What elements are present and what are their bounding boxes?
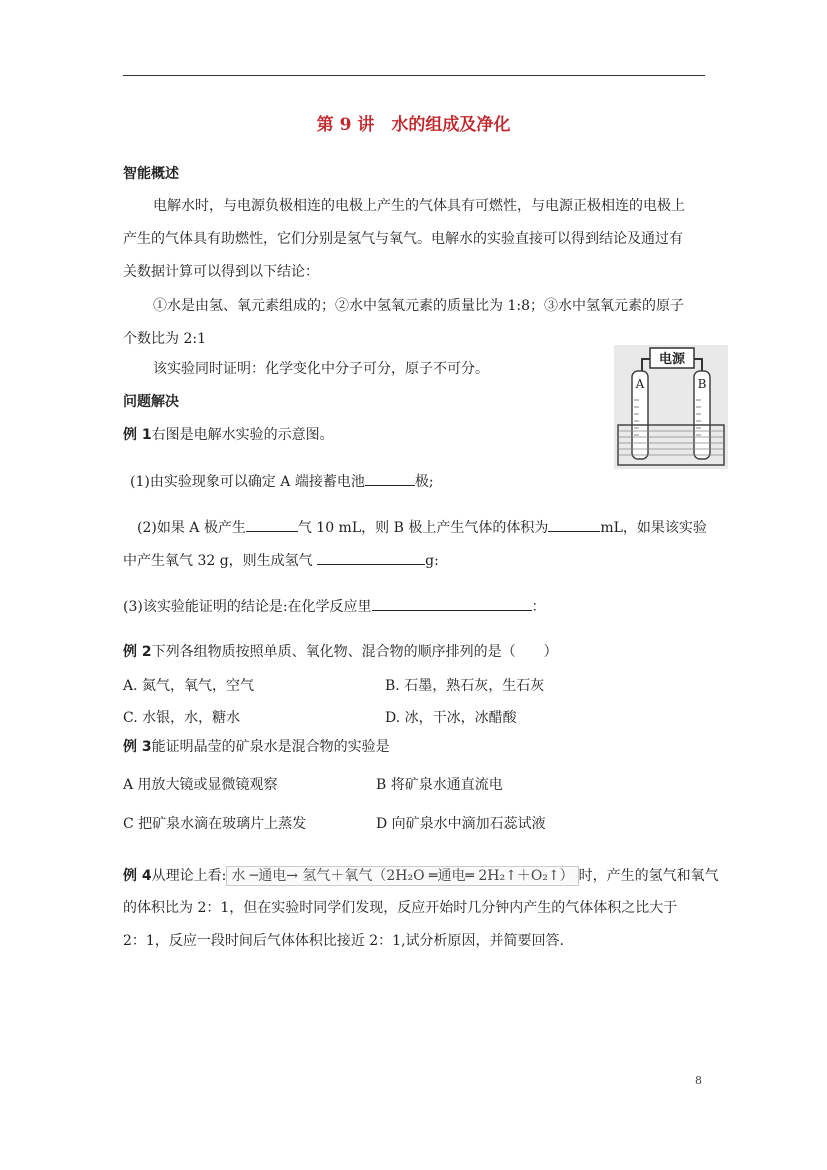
section-heading-problems: 问题解决 bbox=[123, 394, 179, 410]
example-4-line-3: 2：1，反应一段时间后气体体积比接近 2：1,试分析原因，并简要回答. bbox=[123, 933, 564, 949]
q2-blank-3[interactable] bbox=[317, 551, 425, 565]
q3-blank[interactable] bbox=[372, 597, 532, 611]
q3-text-b: ： bbox=[531, 599, 546, 615]
example-1-q1 bbox=[130, 472, 434, 491]
tube-b-label: B bbox=[697, 377, 707, 391]
electrolysis-diagram bbox=[614, 345, 728, 469]
example-3-stem bbox=[123, 738, 390, 756]
power-label: 电源 bbox=[658, 352, 686, 367]
q1-blank[interactable] bbox=[365, 472, 415, 486]
example-2-option-a[interactable]: A. 氮气，氧气，空气 bbox=[123, 678, 255, 694]
example-2-option-c[interactable]: C. 水银，水，糖水 bbox=[123, 710, 241, 726]
example-2-option-b[interactable]: B. 石墨，熟石灰，生石灰 bbox=[385, 678, 545, 694]
overview-line-2: 产生的气体具有助燃性，它们分别是氢气与氧气。电解水的实验直接可以得到结论及通过有 bbox=[123, 231, 683, 247]
example-3-option-a[interactable]: A 用放大镜或显微镜观察 bbox=[123, 777, 278, 793]
example-4-line-2: 的体积比为 2：1，但在实验时同学们发现，反应开始时几分钟内产生的气体体积之比大于 bbox=[123, 900, 678, 916]
q2-text-b: 气 10 mL，则 B 极上产生气体的体积为 bbox=[297, 520, 549, 536]
q2-text-e: g: bbox=[425, 553, 439, 569]
tube-a-label: A bbox=[635, 377, 645, 391]
q2-blank-2[interactable] bbox=[548, 518, 600, 532]
conclusion-line-2: 个数比为 2:1 bbox=[123, 331, 206, 347]
section-heading-overview: 智能概述 bbox=[123, 166, 179, 182]
example-1-q2 bbox=[137, 518, 707, 537]
reaction-equation: 水 ─通电→ 氢气＋氧气（2H₂O ═通电═ 2H₂↑＋O₂↑） bbox=[226, 866, 578, 886]
example-1-label: 例 1 bbox=[123, 427, 152, 443]
example-4-text-b: 时，产生的氢气和氧气 bbox=[578, 868, 719, 884]
example-1-q3 bbox=[123, 597, 546, 616]
example-1-stem bbox=[123, 426, 334, 444]
example-3-option-c[interactable]: C 把矿泉水滴在玻璃片上蒸发 bbox=[123, 816, 307, 832]
example-2-text: 下列各组物质按照单质、氧化物、混合物的顺序排列的是（ ） bbox=[151, 644, 558, 660]
conclusion-line-1: ①水是由氢、氧元素组成的；②水中氢氧元素的质量比为 1:8；③水中氢氧元素的原子 bbox=[153, 298, 684, 314]
example-3-label: 例 3 bbox=[123, 739, 152, 755]
overview-line-1: 电解水时，与电源负极相连的电极上产生的气体具有可燃性，与电源正极相连的电极上 bbox=[153, 198, 685, 214]
example-1-text: 右图是电解水实验的示意图。 bbox=[151, 427, 334, 443]
example-2-label: 例 2 bbox=[123, 644, 152, 660]
proof-line: 该实验同时证明：化学变化中分子可分，原子不可分。 bbox=[153, 361, 489, 377]
example-3-option-d[interactable]: D 向矿泉水中滴加石蕊试液 bbox=[376, 816, 546, 832]
example-2-option-d[interactable]: D. 冰，干冰，冰醋酸 bbox=[385, 710, 517, 726]
example-4-text-a: 从理论上看: bbox=[151, 868, 227, 884]
example-1-q2-cont bbox=[123, 551, 439, 570]
q2-blank-1[interactable] bbox=[246, 518, 298, 532]
example-4-label: 例 4 bbox=[123, 868, 152, 884]
overview-line-3: 关数据计算可以得到以下结论： bbox=[123, 264, 319, 280]
page-title: 第 9 讲 水的组成及净化 bbox=[316, 115, 511, 135]
example-3-text: 能证明晶莹的矿泉水是混合物的实验是 bbox=[151, 739, 390, 755]
q3-text-a: (3)该实验能证明的结论是:在化学反应里 bbox=[123, 599, 372, 615]
example-2-stem bbox=[123, 643, 558, 661]
header-rule bbox=[123, 75, 705, 76]
q1-text-b: 极; bbox=[414, 474, 434, 490]
q2-text-a: (2)如果 A 极产生 bbox=[137, 520, 246, 536]
q2-text-d: 中产生氧气 32 g，则生成氢气 bbox=[123, 553, 313, 569]
example-3-option-b[interactable]: B 将矿泉水通直流电 bbox=[376, 777, 503, 793]
page-number: 8 bbox=[695, 1074, 702, 1087]
example-4-line-1 bbox=[123, 866, 719, 886]
q1-text-a: (1)由实验现象可以确定 A 端接蓄电池 bbox=[130, 474, 365, 490]
q2-text-c: mL，如果该实验 bbox=[600, 520, 707, 536]
